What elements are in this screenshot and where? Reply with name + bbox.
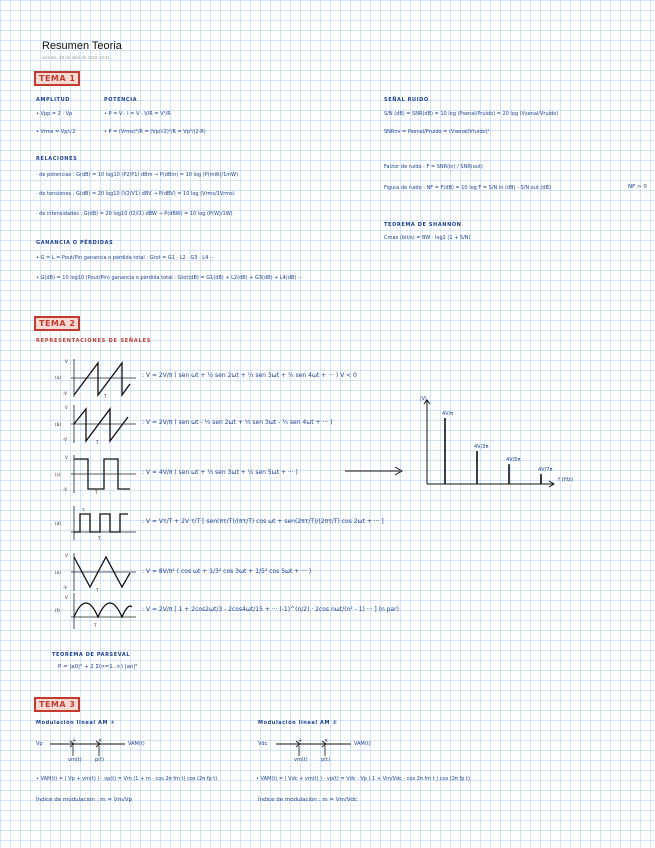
spectrum-bar-label-1: 4V/π xyxy=(442,411,454,417)
am1-block-diagram xyxy=(50,738,130,762)
signal-e-formula: : V = 8V/π² ( cos ωt + 1/3² cos 3ωt + 1/5² cos 5ωt + ··· ) xyxy=(142,568,312,575)
am2-block-diagram xyxy=(276,738,356,762)
amplitud-formula-1: • Vpp = 2 · Vp xyxy=(36,111,73,117)
svg-text:V: V xyxy=(65,595,68,600)
signal-b-tag: (b) xyxy=(55,422,61,427)
factor-ruido: Factor de ruido : F = SNR(in) / SNR(out) xyxy=(384,164,483,170)
am1-equation: • VAM(t) = ( Vp + vm(t) ) · vp(t) = Vm (1 + m · cos 2π fm t) cos (2π fp t) xyxy=(36,776,218,782)
svg-text:V: V xyxy=(65,455,68,460)
svg-text:×: × xyxy=(98,738,103,744)
signal-d-tag: (d) xyxy=(55,521,61,526)
signal-d-formula: : V = Vτ/T + 2V τ/T [ sen(πτ/T)/(πτ/T) cos ωt + sen(2πτ/T)/(2πτ/T) cos 2ωt + ··· ] xyxy=(142,518,384,525)
am2-carrier: p(t) xyxy=(321,757,331,763)
signal-b-graph xyxy=(63,403,138,445)
am2-equation: • VAM(t) = ( Vdc + vm(t) ) · vp(t) = Vdc · Vp ( 1 + Vm/Vdc · cos 2π fm t ) cos (2π fp t) xyxy=(256,776,470,782)
ganancia-formula-1: • G = L = Pout/Pin ganancia o pérdida total : Gtot = G1 · L2 · G3 · L4 ··· xyxy=(36,255,215,261)
signal-f-graph xyxy=(65,593,138,633)
svg-text:τ: τ xyxy=(82,507,85,512)
potencia-formula-2: • P = (Vrms)²/R = (Vp/√2)²/R = Vp²/(2·R) xyxy=(104,129,206,135)
shannon-formula: Cmax (bit/s) = BW · log2 (1 + S/N) xyxy=(384,235,471,241)
svg-text:T: T xyxy=(95,490,98,495)
signal-a-graph xyxy=(63,357,138,399)
relacion-tensiones: · de tensiones : G(dB) = 20 log10 (V2/V1) dBV → P(dBV) = 10 log (Vrms/1Vrms) xyxy=(36,191,235,197)
am1-message: vm(t) xyxy=(68,757,82,763)
am2-index: Índice de modulación : m = Vm/Vdc xyxy=(258,797,357,803)
svg-text:T: T xyxy=(104,394,107,399)
signal-a-tag: (a) xyxy=(55,375,61,380)
signal-f-formula: : V = 2V/π [ 1 + 2cos2ωt/3 - 2cos4ωt/15 + ··· (-1)^(n/2) · 2cos nωt/(n² - 1) ··· ] (n par) xyxy=(142,606,399,613)
am2-input: Vdc xyxy=(258,741,268,747)
ruido-formula-1: S/N (dB) = SNR(dB) = 10 log (Psenal/Pruido) = 20 log (Vsenal/Vruido) xyxy=(384,111,559,117)
svg-text:+: + xyxy=(298,738,303,744)
ganancia-formula-2: • G(dB) = 10 log10 (Pout/Pin) ganancia o pérdida total : Gtot(dB) = G1(dB) + L2(dB) + G3(dB) + L4(dB) ··· xyxy=(36,275,303,281)
svg-text:T: T xyxy=(96,588,99,593)
amplitud-heading: AMPLITUD xyxy=(36,97,70,103)
tema-3-label: TEMA 3 xyxy=(34,697,80,712)
svg-text:-V: -V xyxy=(63,487,67,492)
spectrum-bar-label-3: 4V/5π xyxy=(506,457,521,464)
ruido-heading: SEÑAL RUIDO xyxy=(384,97,429,103)
signal-f-tag: (f) xyxy=(55,608,60,613)
potencia-heading: POTENCIA xyxy=(104,97,138,103)
svg-text:-V: -V xyxy=(63,391,67,396)
am2-message: vm(t) xyxy=(294,757,308,763)
nf-note: NF > 0 xyxy=(628,184,647,190)
svg-text:V: V xyxy=(65,553,68,558)
figura-ruido: Figura de ruido : NF = F(dB) = 10 log F = S/N in (dB) - S/N out (dB) xyxy=(384,185,551,191)
relacion-potencias: · de potencias : G(dB) = 10 log10 (P2/P1) dBm → P(dBm) = 10 log (P(mW)/1mW) xyxy=(36,172,239,178)
ganancia-heading: GANANCIA O PÉRDIDAS xyxy=(36,240,114,246)
parseval-formula: P = |a0|² + 2 Σ(n=1..∞) |an|² xyxy=(58,664,138,670)
shannon-heading: TEOREMA DE SHANNON xyxy=(384,222,462,228)
am2-heading: Modulación lineal AM ② xyxy=(258,720,338,726)
signal-e-tag: (e) xyxy=(55,570,61,575)
am1-heading: Modulación lineal AM ① xyxy=(36,720,116,726)
am1-carrier: p(t) xyxy=(95,757,105,763)
svg-text:T: T xyxy=(98,536,101,541)
svg-text:-V: -V xyxy=(63,585,67,590)
spectrum-chart xyxy=(425,400,555,488)
arrow-to-spectrum xyxy=(345,466,405,476)
am1-index: Índice de modulación : m = Vm/Vp xyxy=(36,797,132,803)
amplitud-formula-2: • Vrms = Vp/√2 xyxy=(36,129,76,135)
signal-a-formula: : V = 2V/π ( sen ωt + ½ sen 2ωt + ⅓ sen 3ωt + ¼ sen 4ωt + ··· ) V < 0 xyxy=(142,372,357,379)
spectrum-bar-label-4: 4V/7π xyxy=(538,467,553,474)
page-date: viernes, 29 de abril de 2022 13:41 xyxy=(42,55,111,60)
am1-input: Vp xyxy=(36,741,43,747)
potencia-formula-1: • P = V · I = V · V/R = V²/R xyxy=(104,111,171,117)
svg-text:T: T xyxy=(96,440,99,445)
svg-text:×: × xyxy=(324,738,329,744)
signal-e-graph xyxy=(63,551,138,593)
relaciones-heading: RELACIONES xyxy=(36,156,78,162)
signal-c-graph xyxy=(63,453,138,495)
am2-output: VAM(t) xyxy=(354,741,371,747)
svg-text:-V: -V xyxy=(63,437,67,442)
tema-1-label: TEMA 1 xyxy=(34,71,80,86)
svg-text:V: V xyxy=(65,359,68,364)
spectrum-x-label: f (Hz) xyxy=(558,477,573,483)
signal-c-formula: : V = 4V/π ( sen ωt + ⅓ sen 3ωt + ⅕ sen 5ωt + ··· ) xyxy=(142,469,298,476)
signal-c-tag: (c) xyxy=(55,472,61,477)
signal-b-formula: : V = 2V/π ( sen ωt - ½ sen 2ωt + ⅓ sen 3ωt - ¼ sen 4ωt + ··· ) xyxy=(142,419,333,426)
relacion-intensidades: · de intensidades : G(dB) = 20 log10 (I2/I1) dBW → P(dBW) = 10 log (P(W)/1W) xyxy=(36,211,233,217)
representaciones-heading: REPRESENTACIONES DE SEÑALES xyxy=(36,338,152,344)
signal-d-graph xyxy=(68,506,138,542)
svg-text:T: T xyxy=(94,623,97,628)
spectrum-y-label: |V| xyxy=(420,396,427,402)
parseval-heading: TEOREMA DE PARSEVAL xyxy=(52,652,131,658)
am1-output: VAM(t) xyxy=(128,741,145,747)
page-title: Resumen Teoria xyxy=(42,40,122,52)
ruido-formula-2: SNRnv = Psenal/Pruido = (Vsenal/Vruido)² xyxy=(384,129,490,135)
spectrum-bar-label-2: 4V/3π xyxy=(474,444,489,450)
svg-text:V: V xyxy=(65,405,68,410)
tema-2-label: TEMA 2 xyxy=(34,316,80,331)
svg-text:+: + xyxy=(72,738,77,744)
